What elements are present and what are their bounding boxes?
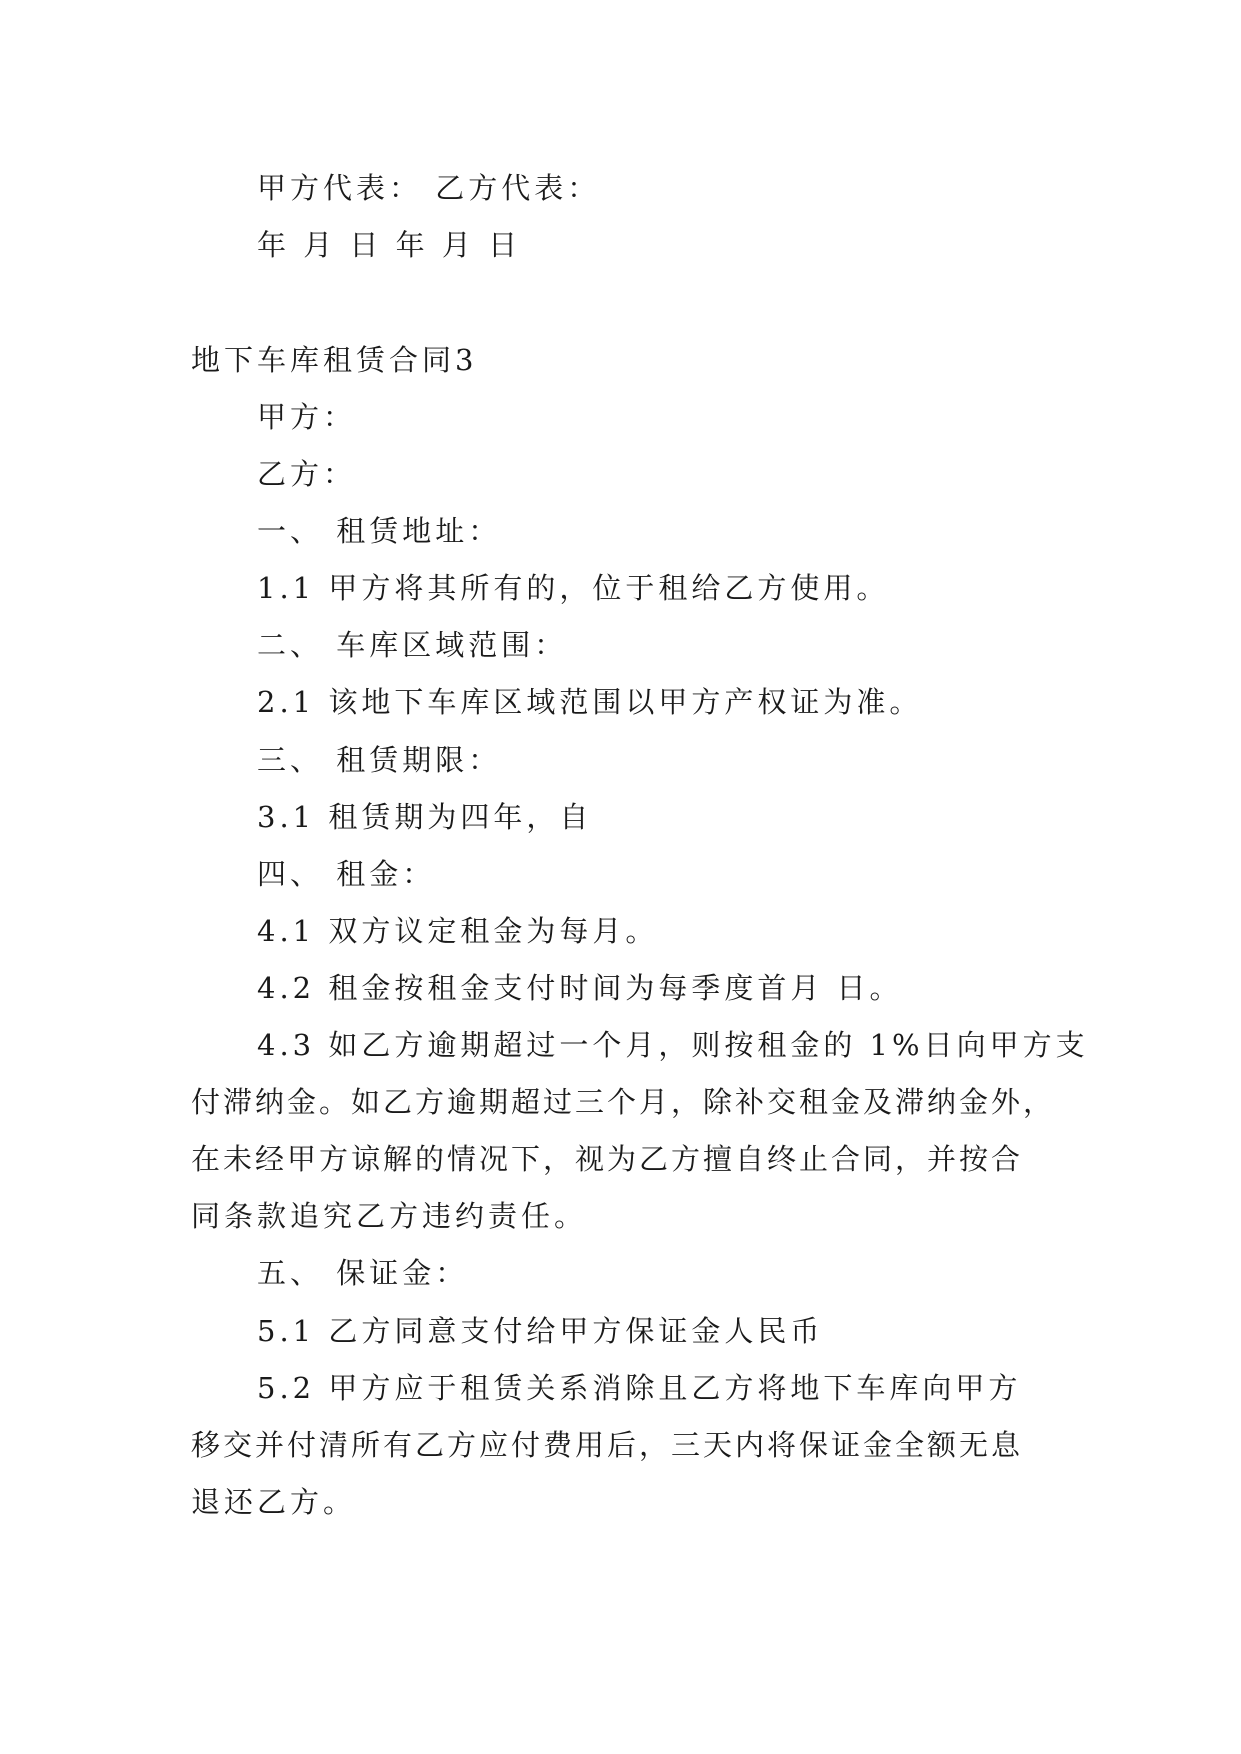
section-1-heading: 一、 租赁地址：: [257, 514, 502, 548]
clause-4-3-line-1: 4.3 如乙方逾期超过一个月，则按租金的 1%日向甲方支: [257, 1028, 1089, 1062]
clause-1-1: 1.1 甲方将其所有的，位于租给乙方使用。: [257, 571, 890, 605]
clause-2-1: 2.1 该地下车库区域范围以甲方产权证为准。: [257, 685, 923, 719]
clause-4-3-line-3: 在未经甲方谅解的情况下，视为乙方擅自终止合同，并按合: [191, 1142, 1024, 1176]
section-5-heading: 五、 保证金：: [257, 1256, 469, 1290]
section-4-heading: 四、 租金：: [257, 857, 436, 891]
clause-5-2-line-2: 移交并付清所有乙方应付费用后，三天内将保证金全额无息: [191, 1428, 1024, 1462]
section-3-heading: 三、 租赁期限：: [257, 743, 502, 777]
clause-4-3-line-4: 同条款追究乙方违约责任。: [191, 1199, 588, 1233]
signature-representatives-line: 甲方代表： 乙方代表：: [257, 171, 601, 205]
contract-title: 地下车库租赁合同3: [191, 343, 478, 377]
party-b-line: 乙方：: [257, 457, 357, 491]
clause-4-2: 4.2 租金按租金支付时间为每季度首月 日。: [257, 971, 903, 1005]
clause-4-1: 4.1 双方议定租金为每月。: [257, 914, 659, 948]
party-a-line: 甲方：: [257, 400, 357, 434]
clause-5-1: 5.1 乙方同意支付给甲方保证金人民币: [257, 1314, 824, 1348]
section-2-heading: 二、 车库区域范围：: [257, 628, 568, 662]
signature-date-line: 年 月 日 年 月 日: [257, 228, 522, 262]
clause-3-1: 3.1 租赁期为四年，自: [257, 800, 593, 834]
clause-5-2-line-1: 5.2 甲方应于租赁关系消除且乙方将地下车库向甲方: [257, 1371, 1022, 1405]
clause-5-2-line-3: 退还乙方。: [191, 1485, 357, 1519]
clause-4-3-line-2: 付滞纳金。如乙方逾期超过三个月，除补交租金及滞纳金外，: [191, 1085, 1056, 1119]
